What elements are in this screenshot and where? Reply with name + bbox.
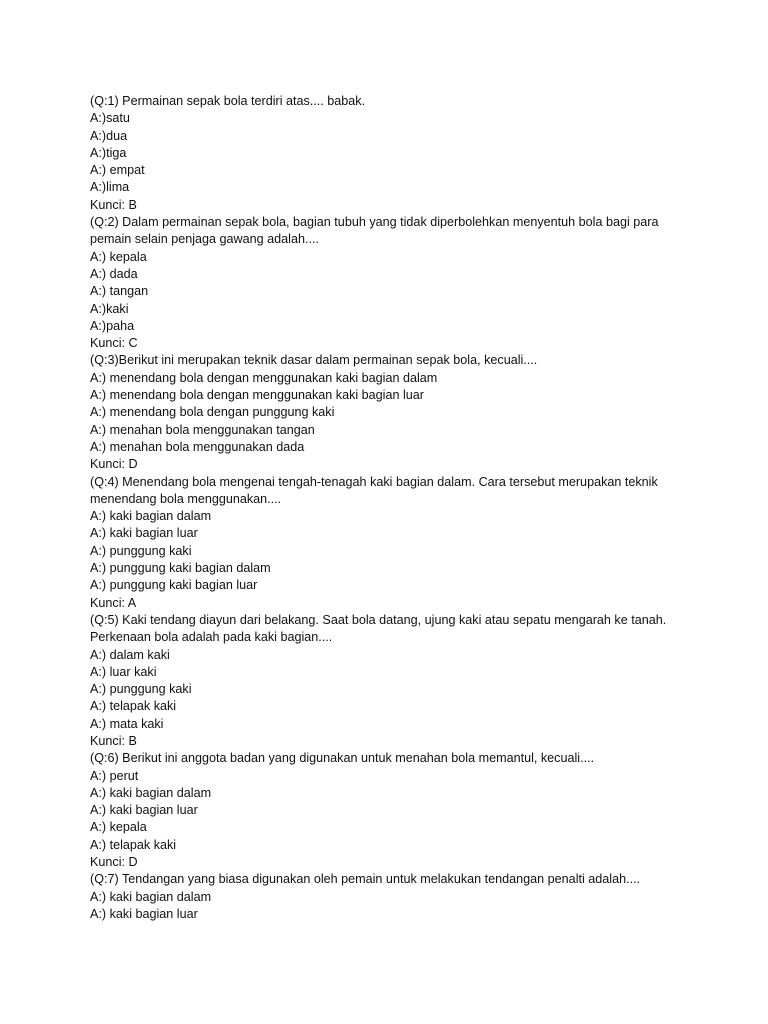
- answer-option: A:) kepala: [90, 249, 147, 264]
- answer-option: A:)lima: [90, 180, 130, 195]
- question-text: Perkenaan bola adalah pada kaki bagian....: [90, 630, 333, 645]
- answer-key: Kunci: C: [90, 336, 138, 351]
- answer-option: A:) luar kaki: [90, 664, 157, 679]
- answer-option: A:)dua: [90, 128, 128, 143]
- answer-option: A:) kepala: [90, 820, 147, 835]
- answer-option: A:) menahan bola menggunakan tangan: [90, 422, 315, 437]
- answer-option: A:)paha: [90, 318, 135, 333]
- question-text: menendang bola menggunakan....: [90, 491, 282, 506]
- answer-option: A:) punggung kaki bagian dalam: [90, 561, 271, 576]
- question-block-3: [90, 352, 690, 473]
- question-block-4: [90, 474, 690, 612]
- answer-option: A:) dalam kaki: [90, 647, 170, 662]
- question-block-5: [90, 612, 690, 750]
- question-block-2: [90, 214, 690, 352]
- answer-option: A:) menendang bola dengan menggunakan kaki bagian dalam: [90, 370, 438, 385]
- answer-option: A:) menahan bola menggunakan dada: [90, 439, 305, 454]
- answer-option: A:)satu: [90, 111, 130, 126]
- question-block-6: [90, 750, 690, 871]
- answer-key: Kunci: B: [90, 733, 137, 748]
- question-text: (Q:7) Tendangan yang biasa digunakan oleh pemain untuk melakukan tendangan penalti adalah....: [90, 872, 641, 887]
- question-text: (Q:6) Berikut ini anggota badan yang digunakan untuk menahan bola memantul, kecuali....: [90, 751, 595, 766]
- answer-option: A:) kaki bagian dalam: [90, 509, 212, 524]
- answer-option: A:) kaki bagian luar: [90, 906, 198, 921]
- question-text: (Q:5) Kaki tendang diayun dari belakang. Saat bola datang, ujung kaki atau sepatu mengarah ke tanah.: [90, 612, 667, 627]
- answer-key: Kunci: A: [90, 595, 137, 610]
- answer-key: Kunci: D: [90, 457, 138, 472]
- question-text: (Q:3)Berikut ini merupakan teknik dasar dalam permainan sepak bola, kecuali....: [90, 353, 538, 368]
- answer-option: A:) tangan: [90, 284, 149, 299]
- answer-option: A:) empat: [90, 163, 145, 178]
- quiz-content: [90, 93, 690, 923]
- answer-option: A:) telapak kaki: [90, 837, 177, 852]
- answer-option: A:) kaki bagian luar: [90, 526, 198, 541]
- answer-option: A:) kaki bagian dalam: [90, 785, 212, 800]
- answer-option: A:) kaki bagian luar: [90, 803, 198, 818]
- question-block-1: [90, 93, 690, 214]
- question-text: (Q:2) Dalam permainan sepak bola, bagian tubuh yang tidak diperbolehkan menyentuh bola bagi para: [90, 215, 659, 230]
- answer-option: A:) perut: [90, 768, 139, 783]
- answer-option: A:) menendang bola dengan menggunakan kaki bagian luar: [90, 388, 424, 403]
- answer-option: A:)tiga: [90, 145, 127, 160]
- answer-option: A:) menendang bola dengan punggung kaki: [90, 405, 335, 420]
- answer-option: A:)kaki: [90, 301, 129, 316]
- question-text: (Q:1) Permainan sepak bola terdiri atas.... babak.: [90, 94, 366, 108]
- question-text: pemain selain penjaga gawang adalah....: [90, 232, 319, 247]
- answer-option: A:) kaki bagian dalam: [90, 889, 212, 904]
- answer-option: A:) punggung kaki bagian luar: [90, 578, 258, 593]
- question-text: (Q:4) Menendang bola mengenai tengah-tenagah kaki bagian dalam. Cara tersebut merupakan teknik: [90, 474, 658, 489]
- answer-key: Kunci: B: [90, 197, 137, 212]
- answer-option: A:) punggung kaki: [90, 682, 192, 697]
- answer-key: Kunci: D: [90, 855, 138, 870]
- answer-option: A:) mata kaki: [90, 716, 164, 731]
- question-block-7: [90, 871, 690, 923]
- answer-option: A:) telapak kaki: [90, 699, 177, 714]
- answer-option: A:) dada: [90, 266, 138, 281]
- answer-option: A:) punggung kaki: [90, 543, 192, 558]
